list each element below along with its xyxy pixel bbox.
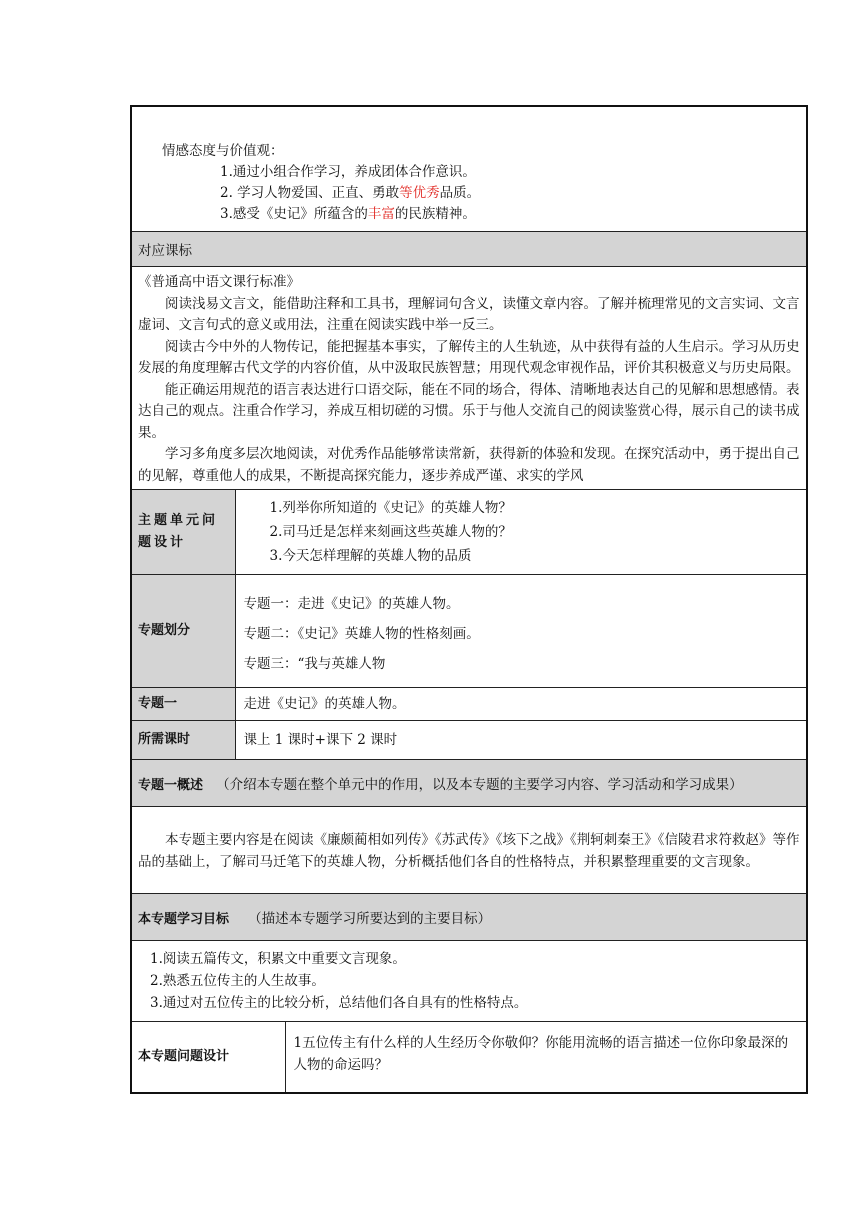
emotion-item-3 xyxy=(138,204,800,225)
lesson-plan-table xyxy=(130,105,808,1094)
standard-header-row xyxy=(131,232,807,267)
topic1-value: 走进《史记》的英雄人物。 xyxy=(235,688,807,721)
emotion-item-2-text: 2. 学习人物爱国、正直、勇敢 xyxy=(220,185,400,201)
standard-header: 对应课标 xyxy=(131,232,807,267)
standard-paragraph-3: 能正确运用规范的语言表达进行口语交际，能在不同的场合，得体、清晰地表达自己的见解和思想感情。表达自己的观点。注重合作学习，养成互相切磋的习惯。乐于与他人交流自己的阅读鉴赏心得，展示自己的读书成果。 xyxy=(138,381,800,441)
standard-title: 《普通高中语文课行标准》 xyxy=(138,274,300,290)
standard-text-row xyxy=(131,267,807,490)
emotion-item-3-highlight: 丰富 xyxy=(367,206,395,222)
topic-item-3: 专题三：“我与英雄人物 xyxy=(243,656,386,672)
overview-note: （介绍本专题在整个单元中的作用，以及本专题的主要学习内容、学习活动和学习成果） xyxy=(216,777,743,793)
standard-paragraph-1: 阅读浅易文言文，能借助注释和工具书，理解词句含义，读懂文章内容。了解并梳理常见的文言实词、文言虚词、文言句式的意义或用法，注重在阅读实践中举一反三。 xyxy=(138,295,800,333)
goals-note: （描述本专题学习所要达到的主要目标） xyxy=(248,911,492,927)
overview-header-row xyxy=(131,760,807,807)
emotion-item-2-highlight: 等优秀 xyxy=(399,185,440,201)
topics-label: 专题划分 xyxy=(131,575,235,688)
question-design-row xyxy=(131,1022,807,1094)
standard-paragraph-2: 阅读古今中外的人物传记，能把握基本事实，了解传主的人生轨迹，从中获得有益的人生启示。学习从历史发展的角度理解古代文学的内容价值，从中汲取民族智慧；用现代观念审视作品，评价其积极意义与历史局限。 xyxy=(138,338,800,376)
emotion-item-3-tail: 的民族精神。 xyxy=(394,206,476,222)
topic-item-2: 专题二：《史记》英雄人物的性格刻画。 xyxy=(243,626,480,642)
hours-value: 课上 1 课时+课下 2 课时 xyxy=(235,721,807,760)
lesson-plan-page xyxy=(130,105,806,1094)
unit-question-3: 3.今天怎样理解的英雄人物的品质 xyxy=(269,548,472,564)
goal-item-2: 2.熟悉五位传主的人生故事。 xyxy=(150,973,325,989)
emotion-item-3-text: 3.感受《史记》所蕴含的 xyxy=(220,206,368,222)
unit-questions-row xyxy=(131,490,807,575)
goals-label: 本专题学习目标 xyxy=(138,912,230,927)
topic1-row xyxy=(131,688,807,721)
topic1-label: 专题一 xyxy=(131,688,235,721)
emotion-item-2 xyxy=(138,183,800,204)
question-design-label: 本专题问题设计 xyxy=(131,1022,285,1094)
emotion-heading: 情感态度与价值观： xyxy=(162,143,284,159)
topic-item-1: 专题一：走进《史记》的英雄人物。 xyxy=(243,596,460,612)
question-design-text: 1五位传主有什么样的人生经历令你敬仰？你能用流畅的语言描述一位你印象最深的人物的命运吗？ xyxy=(293,1035,789,1073)
unit-question-2: 2.司马迁是怎样来刻画这些英雄人物的？ xyxy=(269,524,512,540)
standard-paragraph-4: 学习多角度多层次地阅读，对优秀作品能够常读常新，获得新的体验和发现。在探究活动中，勇于提出自己的见解，尊重他人的成果，不断提高探究能力，逐步养成严谨、求实的学风 xyxy=(138,446,800,484)
unit-question-1: 1.列举你所知道的《史记》的英雄人物？ xyxy=(269,500,512,516)
goal-item-3: 3.通过对五位传主的比较分析，总结他们各自具有的性格特点。 xyxy=(150,995,528,1011)
goals-header-row xyxy=(131,894,807,941)
emotion-item-1: 1.通过小组合作学习，养成团体合作意识。 xyxy=(220,164,476,180)
overview-text: 本专题主要内容是在阅读《廉颇蔺相如列传》《苏武传》《垓下之战》《荆轲刺秦王》《信陵君求符救赵》等作品的基础上，了解司马迁笔下的英雄人物，分析概括他们各自的性格特点，并积累整理重要的文言现象。 xyxy=(138,832,800,870)
overview-text-row xyxy=(131,807,807,894)
topics-row xyxy=(131,575,807,688)
overview-label: 专题一概述 xyxy=(138,778,204,793)
goals-list-row xyxy=(131,941,807,1022)
emotion-item-2-tail: 品质。 xyxy=(439,185,481,201)
hours-label: 所需课时 xyxy=(131,721,235,760)
goal-item-1: 1.阅读五篇传文，积累文中重要文言现象。 xyxy=(150,951,406,967)
unit-questions-label: 主题单元问题设计 xyxy=(131,490,235,575)
hours-row xyxy=(131,721,807,760)
emotion-row xyxy=(131,106,807,232)
